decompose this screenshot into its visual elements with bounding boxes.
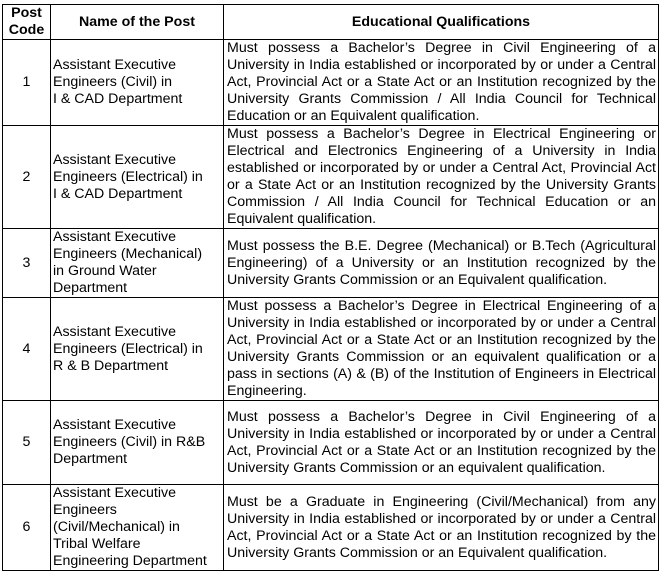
post-name-line: in Ground Water: [53, 263, 157, 279]
post-name-line: R & B Department: [53, 357, 169, 374]
header-post-code-line2: Code: [8, 22, 45, 38]
post-name-line: Engineers (Electrical) in: [53, 168, 203, 185]
post-code-cell: 4: [3, 298, 51, 401]
header-post-code-line1: Post: [11, 5, 42, 21]
post-name-cell: [51, 401, 224, 485]
post-name-line: Assistant Executive: [53, 323, 177, 340]
post-name-line: Engineers (Electrical) in: [53, 340, 203, 357]
post-code-cell: 1: [3, 40, 51, 126]
post-name-cell: [51, 40, 224, 126]
qualification-cell: Must possess a Bachelor’s Degree in Civil Engineering of a University in India established or incorporated by or under a Central Act, Provincial Act or a State Act or an Institution recognized by the University Grants Commission / All India Council for Technical Education or an Equivalent qualification.: [224, 40, 659, 126]
table-row: [3, 40, 659, 126]
post-code-cell: 6: [3, 485, 51, 571]
post-name-line: Engineering Department: [53, 553, 207, 569]
post-name-line: Assistant Executive: [53, 151, 177, 168]
post-name-line: I & CAD Department: [53, 185, 183, 202]
post-name-line: Tribal Welfare: [53, 536, 141, 552]
post-name-cell: [51, 126, 224, 229]
post-code-cell: 5: [3, 401, 51, 485]
post-name-line: Department: [53, 280, 128, 296]
post-name-line: Assistant Executive: [53, 57, 177, 73]
post-name-cell: [51, 229, 224, 298]
header-name-of-post: Name of the Post: [51, 5, 224, 40]
post-code-cell: 2: [3, 126, 51, 229]
qualification-cell: Must possess a Bachelor’s Degree in Electrical Engineering of a University in India established or incorporated by or under a Central Act, Provincial Act or a State Act or an Institution recognized by the University Grants Commission or an equivalent qualification or a pass in sections (A) & (B) of the Institution of Engineers in Electrical Engineering.: [224, 298, 659, 401]
table-row: [3, 229, 659, 298]
qualification-cell: Must possess the B.E. Degree (Mechanical) or B.Tech (Agricultural Engineering) of a University or an Institution recognized by the University Grants Commission or an Equivalent qualification.: [224, 229, 659, 298]
post-name-line: (Civil/Mechanical) in: [53, 519, 180, 535]
header-educational-qualifications: Educational Qualifications: [224, 5, 659, 40]
post-name-line: I & CAD Department: [53, 91, 183, 107]
post-code-cell: 3: [3, 229, 51, 298]
table-row: [3, 126, 659, 229]
post-name-line: Department: [53, 451, 128, 467]
post-name-cell: [51, 485, 224, 571]
qualification-cell: Must possess a Bachelor’s Degree in Electrical Engineering or Electrical and Electronics Engineering of a University in India established or incorporated by or under a Central Act, Provincial Act or a State Act or an Institution recognized by the University Grants Commission / All India Council for Technical Education or an Equivalent qualification.: [224, 126, 659, 229]
table-header-row: [3, 5, 659, 40]
post-name-cell: [51, 298, 224, 401]
table-row: [3, 485, 659, 571]
header-post-code: [3, 5, 51, 40]
post-name-line: Assistant Executive: [53, 229, 177, 245]
post-name-line: Engineers: [53, 502, 117, 518]
table-row: [3, 401, 659, 485]
qualification-cell: Must possess a Bachelor’s Degree in Civil Engineering of a University in India established or incorporated by or under a Central Act, Provincial Act or a State Act or an Institution recognized by the University Grants Commission or an equivalent qualification.: [224, 401, 659, 485]
post-name-line: Assistant Executive: [53, 485, 177, 501]
post-name-line: Engineers (Civil) in: [53, 74, 173, 90]
post-name-line: Engineers (Mechanical): [53, 246, 203, 262]
post-name-line: Assistant Executive: [53, 417, 177, 433]
table-row: [3, 298, 659, 401]
qualifications-table: [2, 4, 659, 571]
qualification-cell: Must be a Graduate in Engineering (Civil/Mechanical) from any University in India established or incorporated by or under a Central Act, Provincial Act or a State Act or an Institution recognized by the University Grants Commission or an Equivalent qualification.: [224, 485, 659, 571]
post-name-line: Engineers (Civil) in R&B: [53, 434, 206, 450]
